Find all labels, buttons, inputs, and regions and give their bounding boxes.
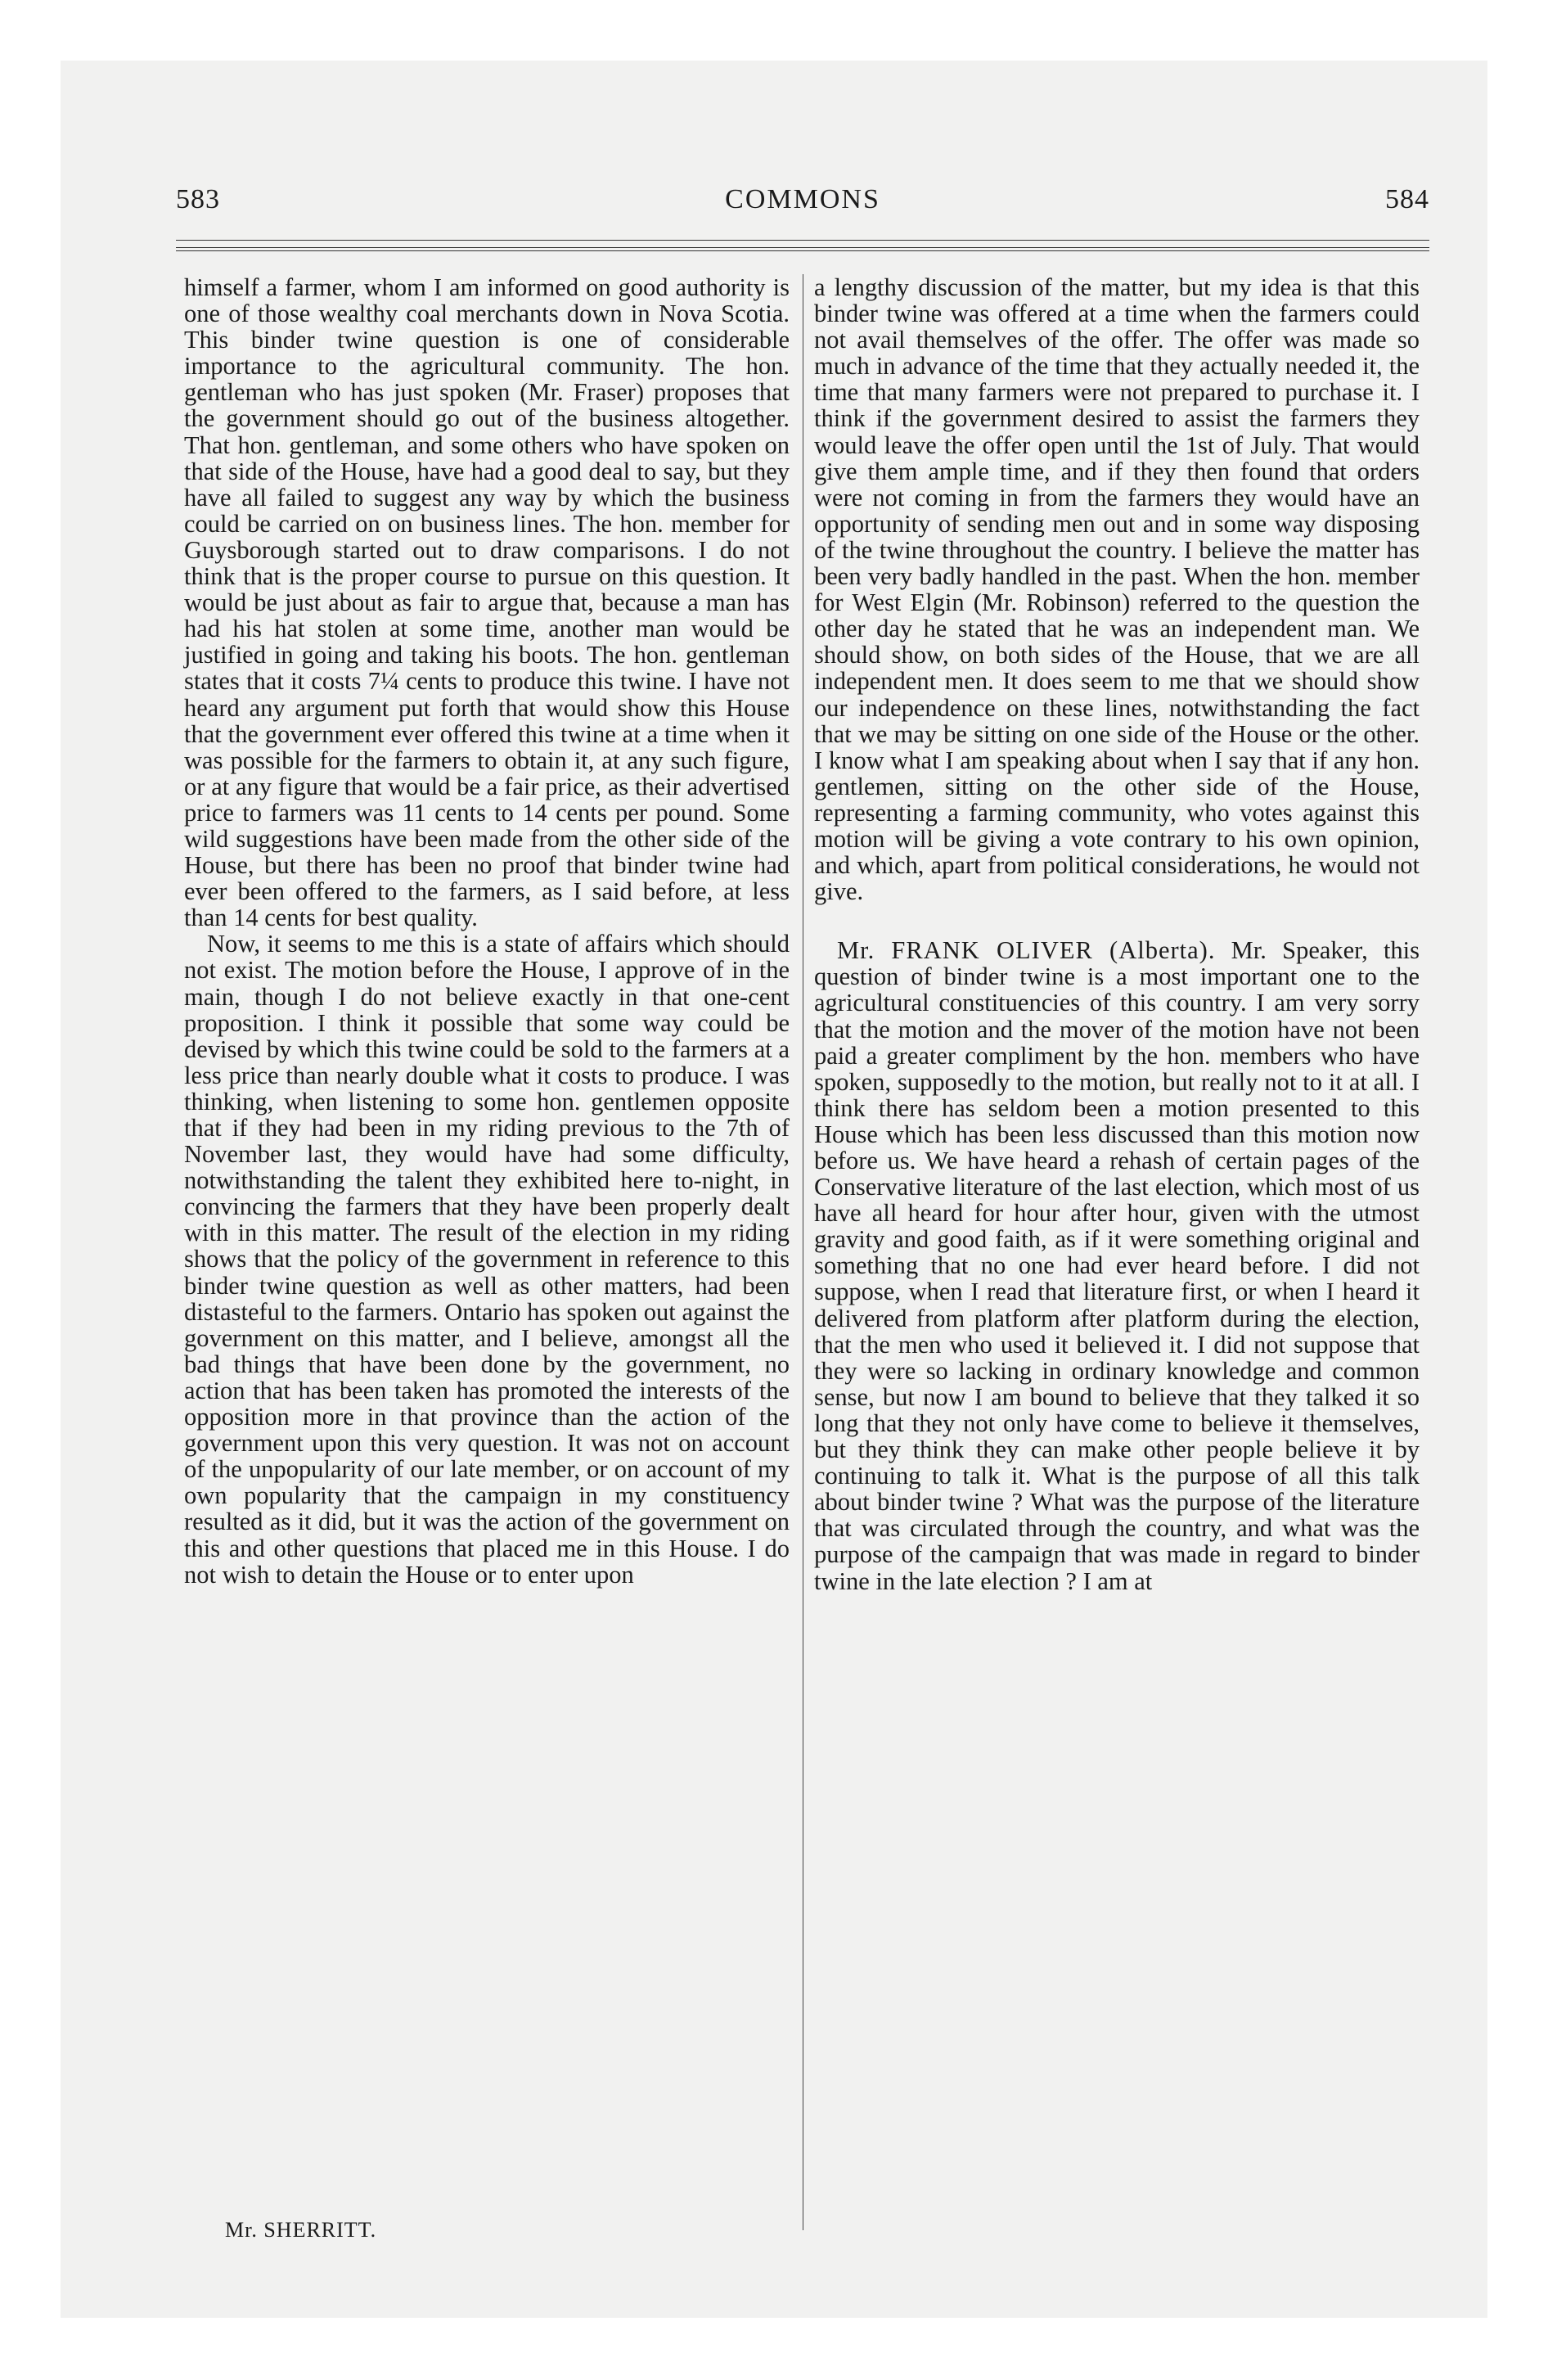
header-rule <box>176 240 1429 241</box>
left-column <box>184 274 790 1588</box>
speaker-name: Mr. FRANK OLIVER (Alberta). <box>837 936 1216 965</box>
right-paragraph-2: Mr. Speaker, this question of binder twine is a most important one to the agricultural constituencies of this country. I am very sorry that the motion and the mover of the motion have not been paid a greater compliment by the hon. members who have spoken, supposedly to the motion, but really not to it at all. I think there has seldom been a motion presented to this House which has been less discussed than this motion now before us. We have heard a rehash of certain pages of the Conservative literature of the last election, which most of us have all heard for hour after hour, given with the utmost gravity and good faith, as if it were something original and something that no one had ever heard before. I did not suppose, when I read that literature first, or when I heard it delivered from platform after platform during the election, that the men who used it believed it. I did not suppose that they were so lacking in ordinary knowledge and common sense, but now I am bound to believe that they talked it so long that they not only have come to believe it themselves, but they think they can make other people believe it by continuing to talk it. What is the purpose of all this talk about binder twine ? What was the purpose of the literature that was circulated through the country, and what was the purpose of the campaign that was made in regard to binder twine in the late election ? I am at <box>814 936 1420 1595</box>
speech-paragraph <box>814 937 1420 1593</box>
footer-speaker-tag: Mr. SHERRITT. <box>225 2218 377 2242</box>
left-paragraph-1: himself a farmer, whom I am informed on good authority is one of those wealthy coal merchants down in Nova Scotia. This binder twine question is one of considerable importance to the agricultural community. The hon. gentleman who has just spoken (Mr. Fraser) proposes that the government should go out of the business altogether. That hon. gentleman, and some others who have spoken on that side of the House, have had a good deal to say, but they have all failed to suggest any way by which the business could be carried on on business lines. The hon. member for Guysborough started out to draw comparisons. I do not think that is the proper course to pursue on this question. It would be just about as fair to argue that, because a man has had his hat stolen at some time, another man would be justified in going and taking his boots. The hon. gentleman states that it costs 7¼ cents to produce this twine. I have not heard any argument put forth that would show this House that the government ever offered this twine at a time when it was possible for the farmers to obtain it, at any such figure, or at any figure that would be a fair price, as their advertised price to farmers was 11 cents to 14 cents per pound. Some wild suggestions have been made from the other side of the House, but there has been no proof that binder twine had ever been offered to the farmers, as I said before, at less than 14 cents for best quality. <box>184 273 790 932</box>
left-paragraph-2: Now, it seems to me this is a state of affairs which should not exist. The motion before the House, I approve of in the main, though I do not believe exactly in that one-cent proposition. I think it possible that some way could be devised by which this twine could be sold to the farmers at a less price than nearly double what it costs to produce. I was thinking, when listening to some hon. gentlemen opposite that if they had been in my riding previous to the 7th of November last, they would have had some difficulty, notwithstanding the talent they exhibited here to-night, in convincing the farmers that they have been properly dealt with in this matter. The result of the election in my riding shows that the policy of the government in reference to this binder twine question as well as other matters, had been distasteful to the farmers. Ontario has spoken out against the government on this matter, and I believe, amongst all the bad things that have been done by the government, no action that has been taken has promoted the interests of the opposition more in that province than the action of the government upon this very question. It was not on account of the unpopularity of our late member, or on account of my own popularity that the campaign in my constituency resulted as it did, but it was the action of the government on this and other questions that placed me in this House. I do not wish to detain the House or to enter upon <box>184 930 790 1589</box>
page-title: COMMONS <box>725 184 880 214</box>
right-paragraph-1: a lengthy discussion of the matter, but my idea is that this binder twine was offered at a time when the farmers could not avail themselves of the offer. The offer was made so much in advance of the time that they actually needed it, the time that many farmers were not prepared to purchase it. I think if the government desired to assist the farmers they would leave the offer open until the 1st of July. That would give them ample time, and if they then found that orders were not coming in from the farmers they would have an opportunity of sending men out and in some way disposing of the twine throughout the country. I believe the matter has been very badly handled in the past. When the hon. member for West Elgin (Mr. Robinson) referred to the question the other day he stated that he was an independent man. We should show, on both sides of the House, that we are all independent men. It does seem to me that we should show our independence on these lines, notwithstanding the fact that we may be sitting on one side of the House or the other. I know what I am speaking about when I say that if any hon. gentlemen, sitting on the other side of the House, representing a farming community, who votes against this motion will be giving a vote contrary to his own opinion, and which, apart from political considerations, he would not give. <box>814 273 1420 906</box>
right-column <box>814 274 1420 1594</box>
running-head <box>176 184 1429 233</box>
header-double-rule <box>176 247 1429 251</box>
hansard-page <box>176 184 1429 2242</box>
page-number-right: 584 <box>1385 184 1429 214</box>
page-number-left: 583 <box>176 184 220 214</box>
